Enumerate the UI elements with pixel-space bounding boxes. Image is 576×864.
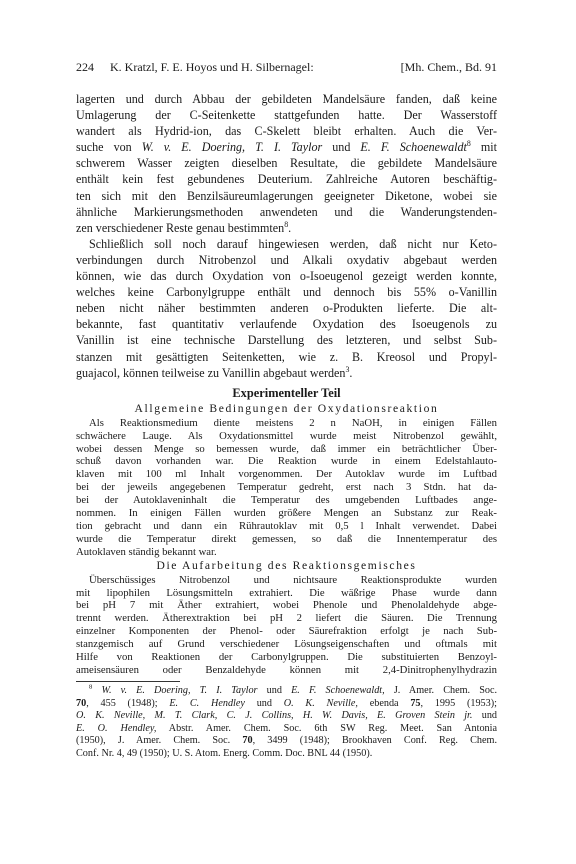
- text-line: Überschüssiges Nitrobenzol und nichtsaure Reaktionsprodukte wurden: [89, 573, 497, 586]
- text-line: Vanillin ist eine technische Darstellung des letzteren, und selbst Sub-: [76, 333, 497, 348]
- footnote-marker: 8: [89, 683, 93, 691]
- text-line: können, wie das durch Oxydation von o-Isoeugenol gezeigt werden konnte,: [76, 269, 497, 284]
- text-line: einzelner Komponenten der Phenol- oder Säurefraktion erfolgt je nach Sub-: [76, 625, 497, 638]
- author-name: E. F. Schoenewaldt: [360, 140, 467, 155]
- page: [76, 60, 497, 760]
- paragraph-2: [76, 236, 497, 381]
- footnote-line: Conf. Nr. 4, 49 (1950); U. S. Atom. Energ. Comm. Doc. BNL 44 (1950).: [76, 747, 373, 759]
- footnote-ref: 3: [345, 364, 350, 374]
- footnote-divider: [76, 681, 180, 682]
- footnote: [76, 685, 497, 761]
- running-head-authors: K. Kratzl, F. E. Hoyos und H. Silbernagel:: [110, 60, 314, 74]
- text-line: bei der Autoklaveninhalt die Temperatur des umgebenden Luftbades ange-: [76, 494, 497, 507]
- text-line: mit lipophilen Lösungsmitteln extrahiert. Die wäßrige Phase wurde dann: [76, 586, 497, 599]
- text-line: stanzgemisch auf Grund verschiedener Lösungseigenschaften und oftmals mit: [76, 638, 497, 651]
- footnote-line: E. O. Hendley, Abstr. Amer. Chem. Soc. 6th SW Reg. Meet. San Antonia: [76, 722, 497, 734]
- footnote-line: 70, 455 (1948); E. C. Hendley und O. K. Neville, ebenda 75, 1995 (1953);: [76, 697, 497, 709]
- text-line: Als Reaktionsmedium diente meistens 2 n NaOH, in einigen Fällen: [89, 416, 497, 429]
- paragraph-3: [76, 417, 497, 559]
- text-line: guajacol, können teilweise zu Vanillin abgebaut werden$^3$.: [76, 364, 353, 380]
- text-line: bekannte, fast quantitativ verlaufende Oxydation des Isoeugenols zu: [76, 317, 497, 332]
- text-line: ten sich mit den Benzilsäureumlagerungen geeigneter Diketone, wobei sie: [76, 188, 497, 203]
- section-title: Experimenteller Teil: [232, 385, 341, 400]
- text-line: Hilfe von Reaktionen der Carbonylgruppen. Die substituierten Benzoyl-: [76, 651, 497, 664]
- text-line: Autoklaven ständig bekannt war.: [76, 545, 217, 558]
- text-line: verbindungen durch Nitrobenzol und Alkali oxydativ abgebaut werden: [76, 252, 497, 267]
- footnote-ref: 8: [284, 219, 289, 229]
- text-line: wobei dessen Menge so bemessen wurde, daß immer ein beträchtlicher Über-: [76, 442, 497, 455]
- text-line: trennt werden. Ätherextraktion bei pH 2 liefert die Säuren. Die Trennung: [76, 612, 497, 625]
- text-line: lagerten und durch Abbau der gebildeten Mandelsäure fanden, daß keine: [76, 92, 497, 106]
- text-line: schwerem Wasser zeigten dieselben Resultate, die gebildete Mandelsäure: [76, 156, 497, 171]
- text-line: stanzen mit gesättigten Seitenketten, wie z. B. Kreosol und Propyl-: [76, 349, 497, 364]
- paragraph-1: [76, 91, 497, 236]
- text-line: nommen. In einigen Fällen wurden größere Mengen an Substanz zur Reak-: [76, 507, 497, 520]
- text-line: enthält kein fest gebundenes Deuterium. Zahlreiche Autoren beschäftig-: [76, 172, 497, 187]
- text-line: ameisensäuren oder Benzaldehyde können mit 2,4-Dinitrophenylhydrazin: [76, 664, 497, 676]
- footnote-line: $^8$ W. v. E. Doering, T. I. Taylor und E. F. Schoenewaldt, J. Amer. Chem. Soc.: [89, 683, 498, 696]
- running-head-journal: [Mh. Chem., Bd. 91: [400, 60, 497, 74]
- footnote-line: (1950), J. Amer. Chem. Soc. 70, 3499 (1948); Brookhaven Conf. Reg. Chem.: [76, 735, 498, 747]
- footnote-line: O. K. Neville, M. T. Clark, C. J. Collins, H. W. Davis, E. Groven Stein jr. und: [76, 710, 498, 722]
- author-names: W. v. E. Doering, T. I. Taylor: [141, 140, 323, 155]
- text-line: wandert als Hydrid-ion, das C-Skelett bleibt erhalten. Auch die Ver-: [76, 124, 497, 139]
- text-line: Umlagerung der C-Seitenkette stattgefunden hatte. Der Wasserstoff: [76, 108, 497, 123]
- page-number: 224: [76, 60, 94, 74]
- text-line: wurde die Temperatur direkt gemessen, so daß die Innentemperatur des: [76, 532, 497, 545]
- text-line: schuß davon vorhanden war. Die Reaktion wurde in einem Edelstahlauto-: [76, 455, 497, 468]
- text-line: ähnliche Markierungsmethoden anwendeten und die Wanderungstenden-: [76, 204, 497, 219]
- subsection-title-conditions: Allgemeine Bedingungen der Oxydationsreaktion: [134, 401, 439, 415]
- paragraph-4: [76, 574, 497, 677]
- subsection-title-workup: Die Aufarbeitung des Reaktionsgemisches: [156, 558, 417, 572]
- text-line: tion gebracht und dann ein Rührautoklav mit 0,5 l Inhalt verwendet. Dabei: [76, 519, 497, 532]
- text-line: bei der jeweils angegebenen Temperatur gedreht, erst nach 3 Stdn. hat da-: [76, 481, 497, 494]
- text-line: welches keine Carbonylgruppe enthält und dennoch bis 55% o-Vanillin: [76, 285, 497, 300]
- text-line: zen verschiedener Reste genau bestimmten$^8$.: [76, 219, 292, 235]
- footnote-ref: 8: [466, 139, 471, 149]
- text-line: klaven mit 100 ml Inhalt vorgenommen. Der Autoklav wurde im Luftbad: [76, 468, 497, 481]
- text-line: bei pH 7 mit Äther extrahiert, wobei Phenole und Phenolaldehyde abge-: [76, 599, 497, 612]
- text-line: schwächere Lauge. Als Oxydationsmittel wurde meist Nitrobenzol gewählt,: [76, 429, 497, 442]
- running-head: [76, 60, 497, 75]
- text-line: Schließlich soll noch darauf hingewiesen werden, daß nicht nur Keto-: [89, 236, 497, 251]
- text-line: neben nicht näher bestimmten anderen o-Produkten lieferte. Die alt-: [76, 301, 497, 316]
- text-line: suche von W. v. E. Doering, T. I. Taylor und E. F. Schoenewaldt$^8$ mit: [76, 139, 498, 155]
